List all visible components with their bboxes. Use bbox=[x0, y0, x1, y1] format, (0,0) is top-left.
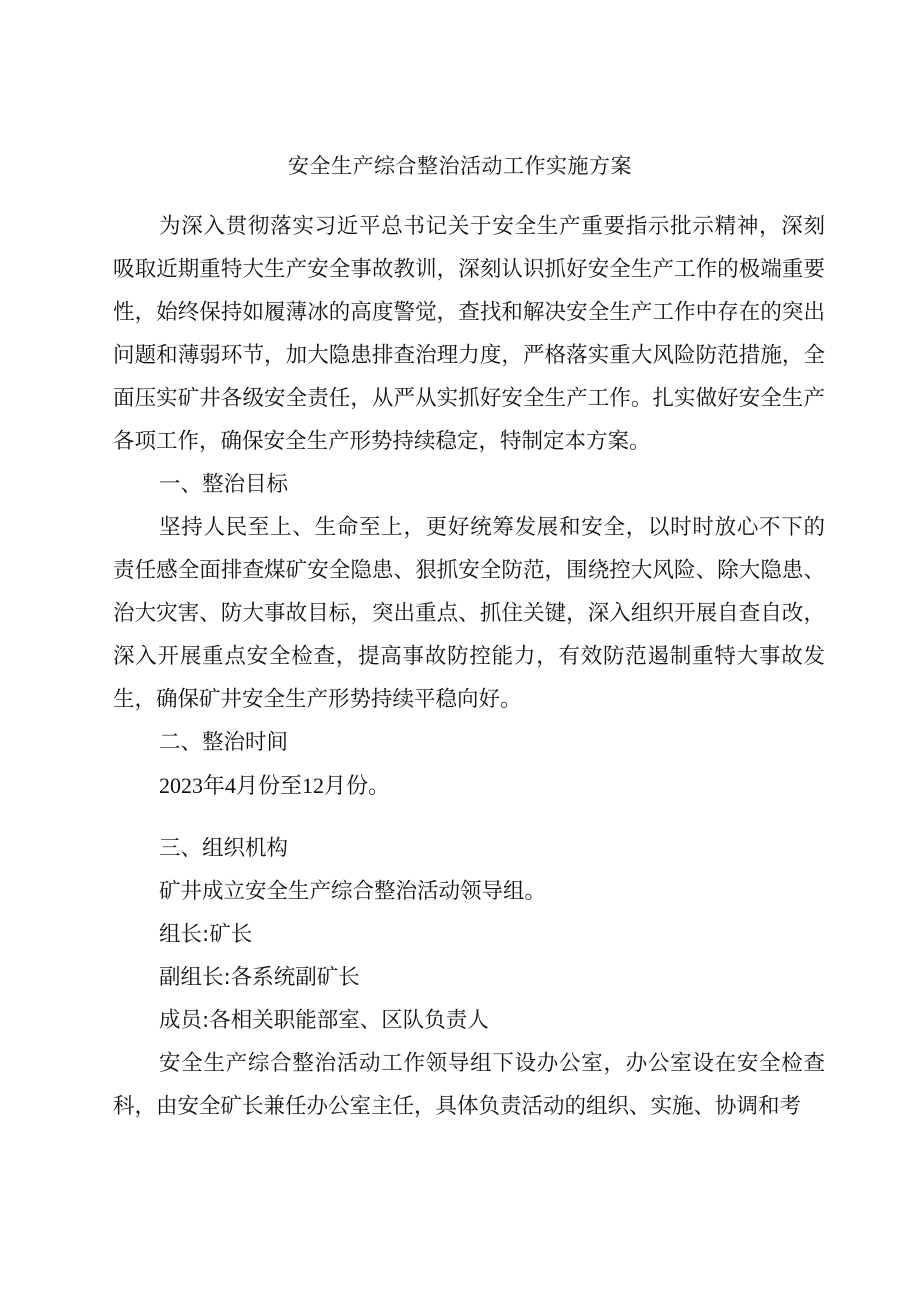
document-body bbox=[113, 205, 825, 1128]
organization-office-paragraph: 安全生产综合整治活动工作领导组下设办公室，办公室设在安全检查科，由安全矿长兼任办公室主任，具体负责活动的组织、实施、协调和考 bbox=[113, 1051, 825, 1119]
section-heading-organization: 三、组织机构 bbox=[159, 836, 289, 861]
organization-line-1: 矿井成立安全生产综合整治活动领导组。 bbox=[159, 879, 547, 904]
time-paragraph: 2023年4月份至12月份。 bbox=[159, 773, 391, 798]
section-spacer bbox=[113, 807, 825, 827]
document-title: 安全生产综合整治活动工作实施方案 bbox=[288, 154, 632, 178]
organization-deputy-leader: 副组长:各系统副矿长 bbox=[159, 965, 360, 990]
goals-paragraph: 坚持人民至上、生命至上，更好统筹发展和安全，以时时放心不下的责任感全面排查煤矿安全隐患、狠抓安全防范，围绕控大风险、除大隐患、治大灾害、防大事故目标，突出重点、抓住关键，深入组织开展自查自改，深入开展重点安全检查，提高事故防控能力，有效防范遏制重特大事故发生，确保矿井安全生产形势持续平稳向好。 bbox=[113, 515, 825, 712]
section-heading-time: 二、整治时间 bbox=[159, 730, 289, 755]
organization-leader: 组长:矿长 bbox=[159, 922, 253, 947]
organization-members: 成员:各相关职能部室、区队负责人 bbox=[159, 1008, 489, 1033]
intro-paragraph: 为深入贯彻落实习近平总书记关于安全生产重要指示批示精神，深刻吸取近期重特大生产安全事故教训，深刻认识抓好安全生产工作的极端重要性，始终保持如履薄冰的高度警觉，查找和解决安全生产工作中存在的突出问题和薄弱环节，加大隐患排查治理力度，严格落实重大风险防范措施，全面压实矿井各级安全责任，从严从实抓好安全生产工作。扎实做好安全生产各项工作，确保安全生产形势持续稳定，特制定本方案。 bbox=[113, 214, 825, 454]
section-heading-goals: 一、整治目标 bbox=[159, 472, 289, 497]
